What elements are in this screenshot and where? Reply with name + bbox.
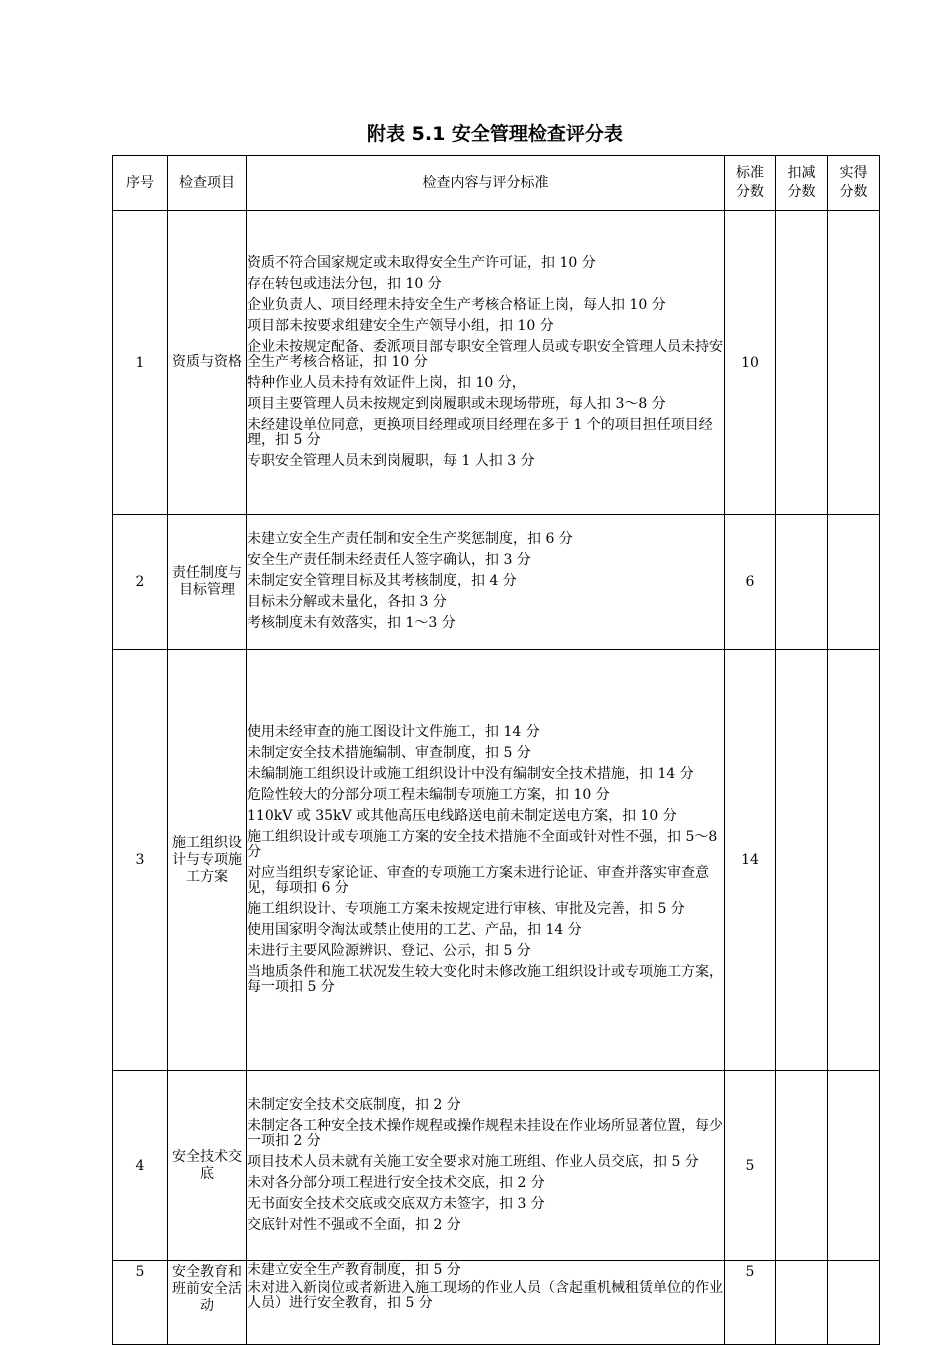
row-standard-score: 10	[725, 211, 776, 515]
header-item: 检查项目	[168, 156, 247, 211]
criterion-line: 考核制度未有效落实，扣 1～3 分	[247, 615, 456, 631]
row-item: 责任制度与目标管理	[168, 515, 247, 650]
criterion-line: 未制定安全技术交底制度，扣 2 分	[247, 1096, 461, 1113]
criterion-line: 施工组织设计或专项施工方案的安全技术措施不全面或针对性不强，扣 5～8 分	[247, 828, 718, 860]
row-deduct-score[interactable]	[776, 211, 828, 515]
row-item: 安全技术交底	[168, 1071, 247, 1261]
header-seq: 序号	[113, 156, 168, 211]
criterion-line: 未制定安全技术措施编制、审查制度，扣 5 分	[247, 744, 531, 761]
criterion-line: 未对各分部分项工程进行安全技术交底，扣 2 分	[247, 1174, 545, 1191]
row-deduct-score[interactable]	[776, 515, 828, 650]
row-actual-score[interactable]	[828, 1261, 880, 1345]
table-row	[113, 515, 880, 650]
row-actual-score[interactable]	[828, 650, 880, 1071]
table-row	[113, 211, 880, 515]
criterion-line: 未对进入新岗位或者新进入施工现场的作业人员（含起重机械租赁单位的作业人员）进行安全教育，扣 5 分	[247, 1280, 723, 1311]
header-actual-line2: 分数	[839, 184, 868, 200]
table-row	[113, 1261, 880, 1345]
row-deduct-score[interactable]	[776, 650, 828, 1071]
row-standard-score: 5	[725, 1071, 776, 1261]
criterion-line: 资质不符合国家规定或未取得安全生产许可证，扣 10 分	[247, 254, 596, 271]
criterion-line: 对应当组织专家论证、审查的专项施工方案未进行论证、审查并落实审查意见，每项扣 6 分	[247, 864, 709, 896]
criterion-line: 项目主要管理人员未按规定到岗履职或未现场带班，每人扣 3～8 分	[247, 395, 666, 412]
row-actual-score[interactable]	[828, 515, 880, 650]
header-content: 检查内容与评分标准	[247, 156, 725, 211]
header-actual-line1: 实得	[839, 165, 868, 181]
criterion-line: 项目技术人员未就有关施工安全要求对施工班组、作业人员交底，扣 5 分	[247, 1153, 699, 1170]
criterion-line: 110kV 或 35kV 或其他高压电线路送电前未制定送电方案，扣 10 分	[247, 807, 677, 824]
criterion-line: 企业未按规定配备、委派项目部专职安全管理人员或专职安全管理人员未持安全生产考核合格证，扣 10 分	[247, 338, 723, 370]
row-criteria	[247, 211, 725, 515]
page-title: 附表 5.1 安全管理检查评分表	[367, 123, 623, 145]
row-criteria	[247, 515, 725, 650]
row-item: 安全教育和班前安全活动	[168, 1261, 247, 1345]
criterion-line: 使用未经审查的施工图设计文件施工，扣 14 分	[247, 723, 540, 740]
criterion-line: 未制定各工种安全技术操作规程或操作规程未挂设在作业场所显著位置，每少一项扣 2 分	[247, 1117, 723, 1149]
row-seq: 4	[113, 1071, 168, 1261]
criterion-line: 未建立安全生产教育制度，扣 5 分	[247, 1262, 461, 1278]
criterion-line: 特种作业人员未持有效证件上岗，扣 10 分，	[247, 374, 526, 391]
header-deduct	[776, 156, 828, 211]
table-header-row	[113, 156, 880, 211]
row-actual-score[interactable]	[828, 1071, 880, 1261]
row-seq: 2	[113, 515, 168, 650]
criterion-line: 未制定安全管理目标及其考核制度，扣 4 分	[247, 573, 517, 589]
score-table	[112, 155, 880, 1345]
row-criteria	[247, 1261, 725, 1345]
criterion-line: 使用国家明令淘汰或禁止使用的工艺、产品，扣 14 分	[247, 921, 582, 938]
header-deduct-line1: 扣减	[787, 165, 816, 181]
criterion-line: 存在转包或违法分包，扣 10 分	[247, 275, 442, 292]
row-criteria	[247, 650, 725, 1071]
table-row	[113, 1071, 880, 1261]
criterion-line: 未建立安全生产责任制和安全生产奖惩制度，扣 6 分	[247, 531, 573, 547]
criterion-line: 安全生产责任制未经责任人签字确认，扣 3 分	[247, 552, 531, 568]
row-seq: 1	[113, 211, 168, 515]
row-criteria	[247, 1071, 725, 1261]
row-item: 施工组织设计与专项施工方案	[168, 650, 247, 1071]
header-deduct-line2: 分数	[787, 184, 816, 200]
row-seq: 5	[113, 1261, 168, 1345]
criterion-line: 当地质条件和施工状况发生较大变化时未修改施工组织设计或专项施工方案，每一项扣 5 分	[247, 963, 723, 995]
header-standard-line1: 标准	[736, 165, 764, 181]
criterion-line: 未编制施工组织设计或施工组织设计中没有编制安全技术措施，扣 14 分	[247, 765, 694, 782]
criterion-line: 施工组织设计、专项施工方案未按规定进行审核、审批及完善，扣 5 分	[247, 900, 685, 917]
header-standard	[725, 156, 776, 211]
header-standard-line2: 分数	[736, 184, 764, 200]
criterion-line: 专职安全管理人员未到岗履职，每 1 人扣 3 分	[247, 452, 535, 469]
row-deduct-score[interactable]	[776, 1261, 828, 1345]
row-seq: 3	[113, 650, 168, 1071]
header-actual	[828, 156, 880, 211]
criterion-line: 危险性较大的分部分项工程未编制专项施工方案，扣 10 分	[247, 786, 610, 803]
row-standard-score: 14	[725, 650, 776, 1071]
criterion-line: 企业负责人、项目经理未持安全生产考核合格证上岗，每人扣 10 分	[247, 296, 666, 313]
table-row	[113, 650, 880, 1071]
table-body	[113, 211, 880, 1345]
row-standard-score: 5	[725, 1261, 776, 1345]
criterion-line: 目标未分解或未量化，各扣 3 分	[247, 594, 447, 610]
row-item: 资质与资格	[168, 211, 247, 515]
criterion-line: 未进行主要风险源辨识、登记、公示，扣 5 分	[247, 942, 531, 959]
criterion-line: 无书面安全技术交底或交底双方未签字，扣 3 分	[247, 1195, 545, 1212]
row-standard-score: 6	[725, 515, 776, 650]
row-deduct-score[interactable]	[776, 1071, 828, 1261]
criterion-line: 项目部未按要求组建安全生产领导小组，扣 10 分	[247, 317, 554, 334]
row-actual-score[interactable]	[828, 211, 880, 515]
criterion-line: 未经建设单位同意，更换项目经理或项目经理在多于 1 个的项目担任项目经理，扣 5 分	[247, 416, 713, 448]
criterion-line: 交底针对性不强或不全面，扣 2 分	[247, 1216, 461, 1233]
